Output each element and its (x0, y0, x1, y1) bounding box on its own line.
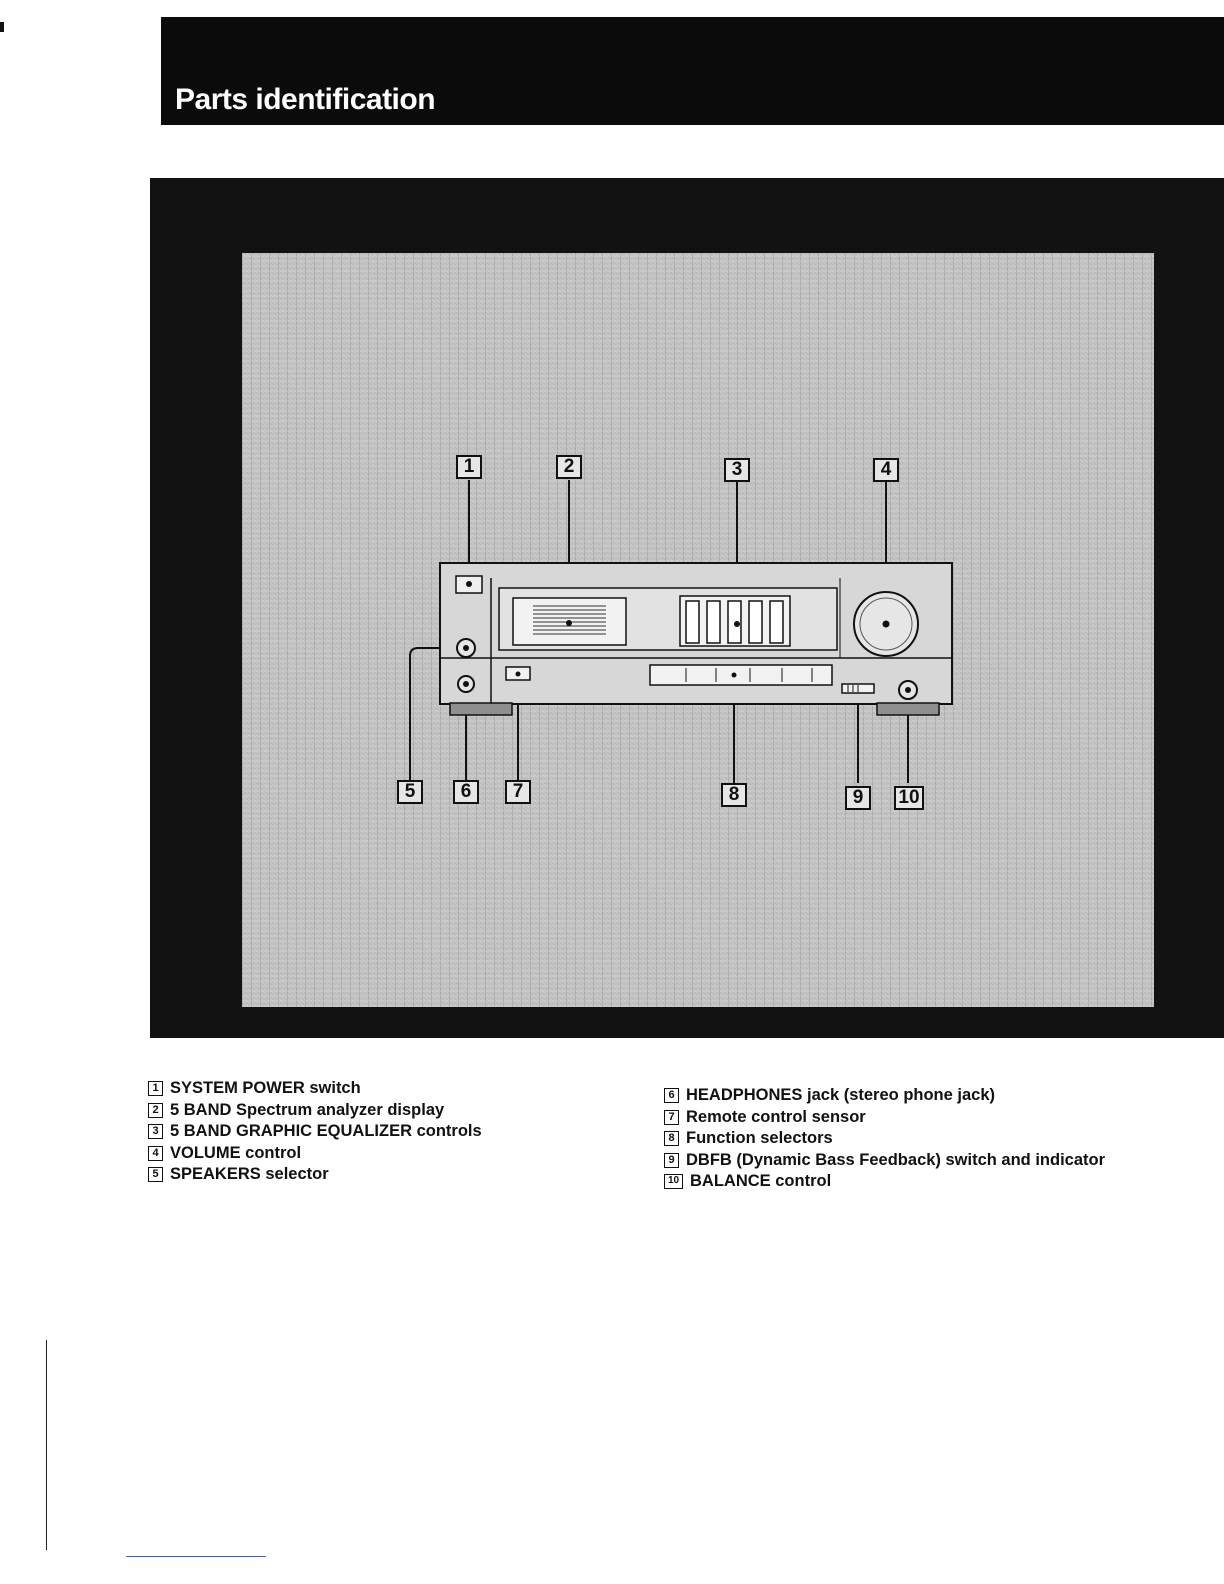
callout-8: 8 (721, 783, 747, 807)
legend-number: 6 (664, 1088, 679, 1103)
callout-1: 1 (456, 455, 482, 479)
footer-rule (126, 1556, 266, 1557)
legend-number: 9 (664, 1153, 679, 1168)
legend-item-10 (664, 1171, 1105, 1193)
legend-item-4 (148, 1143, 482, 1165)
legend-number: 10 (664, 1174, 683, 1189)
legend-label: SPEAKERS selector (170, 1165, 329, 1183)
legend-number: 4 (148, 1146, 163, 1161)
legend-right-column (664, 1085, 1105, 1193)
legend-item-7 (664, 1107, 1105, 1129)
callout-7: 7 (505, 780, 531, 804)
legend-label: DBFB (Dynamic Bass Feedback) switch and indicator (686, 1150, 1106, 1169)
legend-item-2 (148, 1100, 482, 1122)
right-foot (877, 703, 939, 715)
page-edge-mark (0, 22, 4, 32)
callout-6: 6 (453, 780, 479, 804)
legend-number: 2 (148, 1103, 163, 1118)
legend-label: VOLUME control (170, 1143, 302, 1162)
legend-label: HEADPHONES jack (stereo phone jack) (686, 1086, 996, 1104)
legend-item-9 (664, 1150, 1105, 1172)
legend-label: Remote control sensor (686, 1107, 866, 1126)
legend-label: SYSTEM POWER switch (170, 1079, 361, 1097)
callout-4: 4 (873, 458, 899, 482)
page-title: Parts identification (175, 83, 436, 116)
callout-9: 9 (845, 786, 871, 810)
legend-item-8 (664, 1128, 1105, 1150)
legend-label: Function selectors (686, 1129, 833, 1147)
amplifier-unit (440, 563, 952, 715)
legend-label: 5 BAND Spectrum analyzer display (170, 1100, 445, 1119)
front-panel-photo (150, 178, 1224, 1038)
margin-rule (46, 1340, 47, 1550)
legend-item-3 (148, 1121, 482, 1143)
left-foot (450, 703, 512, 715)
header-bar (161, 17, 1224, 125)
legend-item-6 (664, 1085, 1105, 1107)
amplifier-front-panel-diagram (150, 178, 1224, 1038)
legend-label: BALANCE control (690, 1172, 832, 1190)
legend-left-column (148, 1078, 482, 1186)
legend-item-1 (148, 1078, 482, 1100)
legend-number: 7 (664, 1110, 679, 1125)
legend-label: 5 BAND GRAPHIC EQUALIZER controls (170, 1122, 482, 1140)
legend-item-5 (148, 1164, 482, 1186)
callout-5: 5 (397, 780, 423, 804)
callout-3: 3 (724, 458, 750, 482)
function-selectors (650, 665, 832, 685)
legend-number: 3 (148, 1124, 163, 1139)
legend-number: 8 (664, 1131, 679, 1146)
callout-2: 2 (556, 455, 582, 479)
legend-number: 5 (148, 1167, 163, 1182)
callout-10: 10 (894, 786, 924, 810)
legend-number: 1 (148, 1081, 163, 1096)
